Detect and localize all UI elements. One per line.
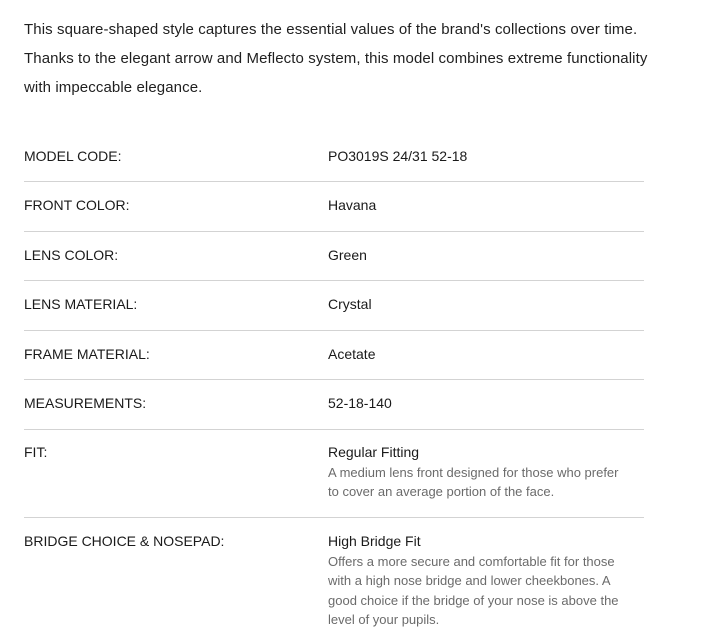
spec-row-model-code bbox=[24, 133, 644, 182]
spec-value: Crystal bbox=[328, 296, 372, 312]
spec-value: Havana bbox=[328, 197, 377, 213]
spec-row-frame-material bbox=[24, 331, 644, 381]
spec-value-cell bbox=[328, 295, 644, 330]
spec-label: LENS MATERIAL: bbox=[24, 296, 138, 312]
spec-row-bridge-choice bbox=[24, 518, 644, 630]
spec-label: FRONT COLOR: bbox=[24, 197, 130, 213]
spec-label: LENS COLOR: bbox=[24, 246, 119, 263]
spec-value: Green bbox=[328, 246, 367, 263]
product-description: This square-shaped style captures the essential values of the brand's collections over time. Thanks to the elegant arrow and Meflecto system, this model combines extreme functionality with impeccable elegance. bbox=[24, 21, 648, 96]
spec-value-cell bbox=[328, 246, 644, 281]
spec-value-cell bbox=[328, 345, 644, 380]
spec-row-fit bbox=[24, 430, 644, 518]
spec-row-front-color bbox=[24, 182, 644, 232]
spec-row-measurements bbox=[24, 380, 644, 430]
spec-value: Regular Fitting bbox=[328, 443, 420, 460]
spec-value: PO3019S 24/31 52-18 bbox=[328, 148, 468, 164]
spec-row-lens-color bbox=[24, 232, 644, 282]
spec-row-lens-material bbox=[24, 281, 644, 331]
spec-value-cell bbox=[328, 196, 644, 231]
spec-label: FIT: bbox=[24, 443, 48, 460]
spec-description: Offers a more secure and comfortable fit for those with a high nose bridge and lower cheekbones. A good choice if the bridge of your nose is above the level of your pupils. bbox=[328, 553, 619, 627]
spec-label: MEASUREMENTS: bbox=[24, 395, 147, 411]
spec-label: MODEL CODE: bbox=[24, 148, 122, 164]
spec-value: High Bridge Fit bbox=[328, 532, 421, 549]
spec-value-cell bbox=[328, 532, 644, 630]
spec-value-cell bbox=[328, 147, 644, 181]
spec-value-cell bbox=[328, 394, 644, 429]
spec-value: 52-18-140 bbox=[328, 395, 392, 411]
spec-description: A medium lens front designed for those who prefer to cover an average portion of the face. bbox=[328, 464, 619, 499]
spec-value-cell bbox=[328, 443, 644, 517]
spec-label: FRAME MATERIAL: bbox=[24, 345, 150, 362]
product-specs-table bbox=[24, 133, 644, 630]
spec-value: Acetate bbox=[328, 345, 376, 362]
spec-label: BRIDGE CHOICE & NOSEPAD: bbox=[24, 532, 225, 549]
